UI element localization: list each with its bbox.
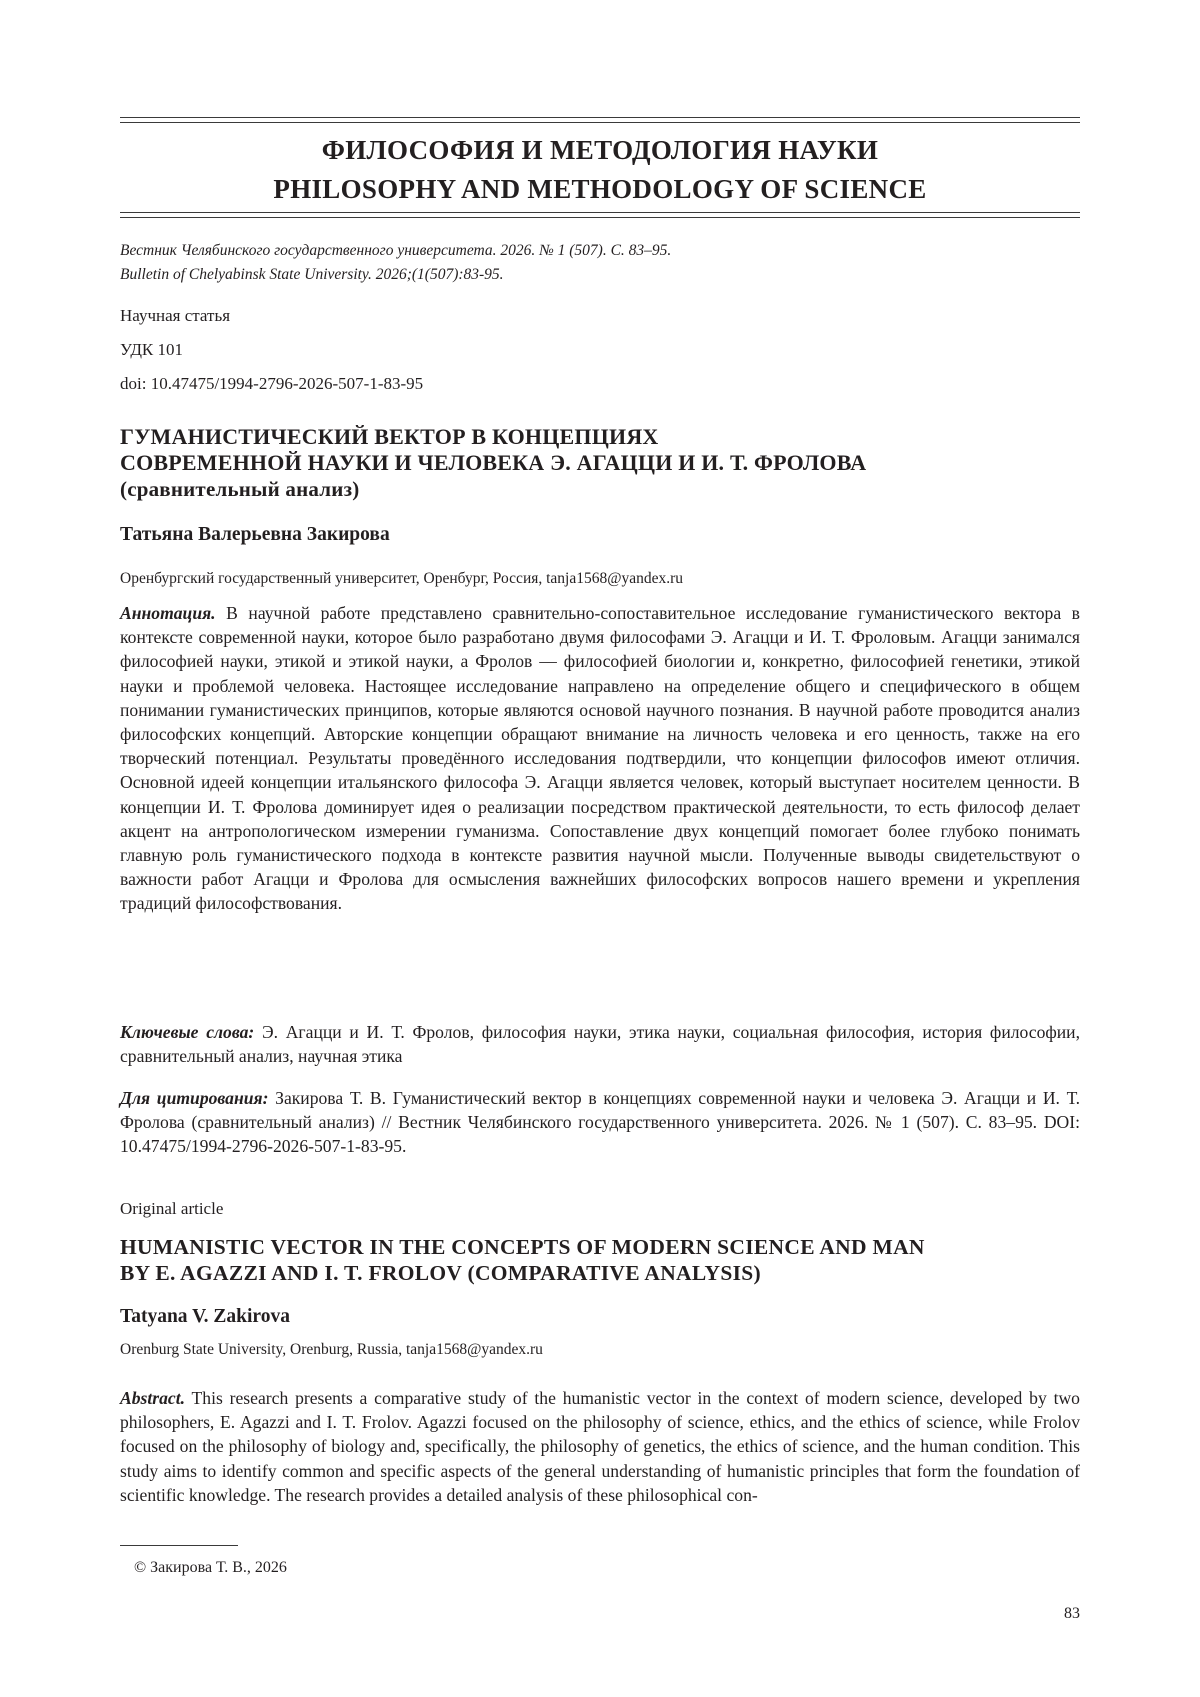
article-subtitle-ru: (сравнительный анализ) [120, 477, 360, 501]
doi: doi: 10.47475/1994-2796-2026-507-1-83-95 [120, 374, 424, 393]
author-name-ru: Татьяна Валерьевна Закирова [120, 524, 390, 545]
section-title-ru: ФИЛОСОФИЯ И МЕТОДОЛОГИЯ НАУКИ [321, 135, 879, 165]
article-type-ru: Научная статья [120, 306, 231, 325]
abstract-label-ru: Аннотация. [120, 603, 216, 623]
article-page [120, 0, 1080, 1697]
journal-citation-ru: Вестник Челябинского государственного университета. 2026. № 1 (507). С. 83–95. [120, 242, 672, 259]
abstract-en [120, 1386, 1080, 1507]
header-rule-bottom-1 [120, 212, 1080, 213]
abstract-text-en: This research presents a comparative study of the humanistic vector in the context of modern science, developed by two philosophers, E. Agazzi and I. T. Frolov. Agazzi focused on the philosophy of science, ethics, and the ethics of science, while Frolov focused on the philosophy of biology and, specifically, the philosophy of genetics, the ethics of science, and the human condition. This study aims to identify common and specific aspects of the general understanding of humanistic principles that form the foundation of scientific knowledge. The research provides a detailed analysis of these philosophical con- [120, 1388, 1080, 1505]
citation-ru [120, 1086, 1080, 1159]
article-title-ru-line1: ГУМАНИСТИЧЕСКИЙ ВЕКТОР В КОНЦЕПЦИЯХ [120, 424, 659, 449]
keywords-text-ru: Э. Агацци и И. Т. Фролов, философия науки, этика науки, социальная философия, история философии, сравнительный анализ, научная этика [120, 1022, 1080, 1067]
header-rule-bottom-2 [120, 217, 1080, 218]
affiliation-ru: Оренбургский государственный университет, Оренбург, Россия, tanja1568@yandex.ru [120, 570, 684, 587]
header-rule-top-1 [120, 117, 1080, 118]
footnote-separator [120, 1545, 238, 1546]
article-title-en-line1: HUMANISTIC VECTOR IN THE CONCEPTS OF MODERN SCIENCE AND MAN [120, 1235, 925, 1259]
journal-citation-en: Bulletin of Chelyabinsk State University. 2026;(1(507):83-95. [120, 266, 504, 283]
section-title-en: PHILOSOPHY AND METHODOLOGY OF SCIENCE [273, 174, 927, 204]
abstract-label-en: Abstract. [120, 1388, 186, 1408]
keywords-ru [120, 1020, 1080, 1068]
udc-code: УДК 101 [120, 340, 184, 359]
article-title-en-line2: BY E. AGAZZI AND I. T. FROLOV (COMPARATIVE ANALYSIS) [120, 1261, 761, 1285]
abstract-text-ru: В научной работе представлено сравнительно-сопоставительное исследование гуманистического вектора в контексте современной науки, которое было разработано двумя философами Э. Агацци и И. Т. Фроловым. Агацци занимался философией науки, этикой и этикой науки, а Фролов — философией биологии и, конкретно, философией генетики, этикой науки и проблемой человека. Настоящее исследование направлено на определение общего и специфического в общем понимании гуманистических принципов, которые являются основой научного познания. В научной работе проводится анализ философских концепций. Авторские концепции обращают внимание на личность человека и его ценность, также на его творческий потенциал. Результаты проведённого исследования подтвердили, что концепции философов имеют отличия. Основной идеей концепции итальянского философа Э. Агацци является человек, который выступает носителем ценности. В концепции И. Т. Фролова доминирует идея о реализации посредством практической деятельности, то есть философ делает акцент на антропологическом измерении гуманизма. Сопоставление двух концепций помогает более глубоко понимать главную роль гуманистического подхода в контексте развития научной мысли. Полученные выводы свидетельствуют о важности работ Агацци и Фролова для осмысления важнейших философских вопросов нашего времени и укрепления традиций философствования. [120, 603, 1080, 914]
citation-text-ru: Закирова Т. В. Гуманистический вектор в концепциях современной науки и человека Э. Агацци и И. Т. Фролова (сравнительный анализ) // Вестник Челябинского государственного университета. 2026. № 1 (507). С. 83–95. DOI: 10.47475/1994-2796-2026-507-1-83-95. [120, 1088, 1080, 1157]
abstract-ru [120, 601, 1080, 916]
author-name-en: Tatyana V. Zakirova [120, 1306, 290, 1327]
article-title-ru-line2: СОВРЕМЕННОЙ НАУКИ И ЧЕЛОВЕКА Э. АГАЦЦИ И И. Т. ФРОЛОВА [120, 450, 867, 475]
keywords-label-ru: Ключевые слова: [120, 1022, 255, 1042]
page-number: 83 [1064, 1605, 1080, 1622]
article-type-en: Original article [120, 1199, 224, 1218]
affiliation-en: Orenburg State University, Orenburg, Russia, tanja1568@yandex.ru [120, 1341, 543, 1358]
article-title-en [120, 1234, 1080, 1286]
copyright-footnote: © Закирова Т. В., 2026 [134, 1559, 287, 1576]
citation-label-ru: Для цитирования: [120, 1088, 269, 1108]
article-title-ru [120, 424, 1080, 502]
header-rule-top-2 [120, 122, 1080, 123]
